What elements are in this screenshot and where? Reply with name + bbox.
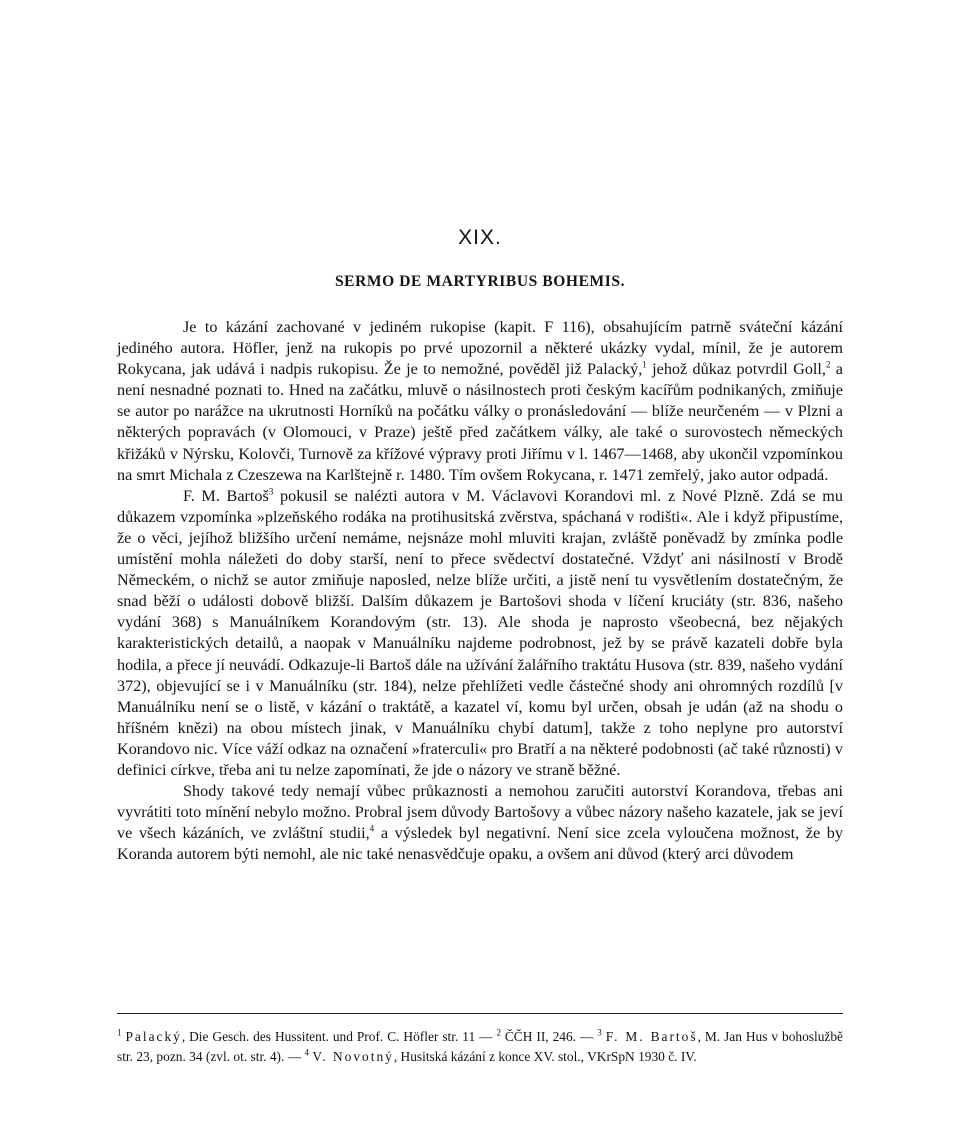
paragraph-3 [117, 781, 843, 865]
paragraph-1-part-a: Je to kázání zachované v jediném rukopise (kapit. F 116), obsahujícím patrně sváteční kázání jediného autora. Höfler, jenž na rukopis po prvé upozornil a některé ukázky vydal, mínil, že je autorem Rokycana, jak udává i nadpis rukopisu. Že je to nemožné, pověděl již Palacký, [117, 318, 843, 379]
footnote-mark-3: 3 [597, 1027, 602, 1038]
footnote-ref-4: 4 [369, 823, 375, 834]
paragraph-1 [117, 317, 843, 486]
chapter-number: XIX. [458, 226, 502, 249]
paragraph-2-part-b: pokusil se nalézti autora v M. Václavovi Korandovi ml. z Nové Plzně. Zdá se mu důkazem vzpomínka »plzeňského rodáka na protihusitská zvěrstva, spáchaná v rodišti«. Ale i když připustíme, že o věci, jejíhož bližšího určení nemáme, nejsnáze mohl mluviti krajan, zvláště poněvadž by zmínka podle umístění mohla náležeti do doby starší, není to přece svědectví dostatečné. Vždyť ani násilností v Brodě Německém, o nichž se autor zmiňuje naposled, nelze blíže určiti, a jistě není tu vysvětlením dostatečným, že snad běží o události dobově bližší. Dalším důkazem je Bartošovi shoda v líčení kruciáty (str. 836, našeho vydání 368) s Manuálníkem Korandovým (str. 13). Ale shoda je naprosto všeobecná, bez nějakých karakteristických detailů, a naopak v Manuálníku najdeme podrobnost, jež by se právě kazateli dobře byla hodila, a přece jí neuvádí. Odkazuje-li Bartoš dále na užívání žalářního traktátu Husova (str. 839, našeho vydání 372), objevující se i v Manuálníku (str. 184), nelze přehlížeti vedle částečné shody ani ohromných rozdílů [v Manuálníku není se o listě, v kázání o traktátě, a kazatel ví, komu byl určen, obsah je udán (až na shodu o hříšném knězi) na obou místech jinak, v Manuálníku chybí datum], takže z toho neplyne pro autorství Korandovo nic. Více váží odkaz na označení »fraterculi« pro Bratří a na některé podobnosti (ač také různosti) v definici církve, třeba ani tu nelze zapomínati, že jde o názory ve straně běžné. [117, 486, 843, 779]
footnote-ref-3: 3 [268, 486, 274, 497]
body-text [117, 317, 843, 865]
footnote-mark-1: 1 [117, 1027, 122, 1038]
footnote-ref-2: 2 [825, 359, 831, 370]
footnote-mark-2: 2 [496, 1027, 501, 1038]
paragraph-1-part-b: jehož důkaz potvrdil Goll, [646, 360, 826, 379]
sermon-title: SERMO DE MARTYRIBUS BOHEMIS. [334, 273, 626, 290]
footnote-2-text: ČČH II, 246. — [500, 1029, 598, 1044]
footnotes [117, 1027, 843, 1066]
paragraph-3-part-b: a výsledek byl negativní. Není sice zcela vyloučena možnost, že by Koranda autorem býti nemohl, ale nic také nenasvědčuje opaku, a ovšem ani důvod (který arci důvodem [117, 824, 843, 864]
footnote-separator [117, 1013, 843, 1014]
paragraph-2 [117, 486, 843, 781]
footnote-1-text: , Die Gesch. des Hussitent. und Prof. C. Höfler str. 11 — [181, 1029, 497, 1044]
footnote-ref-1: 1 [642, 359, 647, 370]
footnote-4-author: V. Novotný [312, 1048, 394, 1064]
paragraph-2-part-a: F. M. Bartoš [183, 486, 269, 505]
footnote-1-author: Palacký [125, 1029, 182, 1044]
footnote-3-author: F. M. Bartoš [605, 1029, 698, 1044]
footnote-block [117, 1027, 843, 1066]
paragraph-3-part-a: Shody takové tedy nemají vůbec průkaznosti a nemohou zaručiti autorství Korandova, třebas ani vyvrátiti toto mínění nebylo možno. Probral jsem důvody Bartošovy a vůbec názory našeho kazatele, jak se jeví ve všech kázáních, ve zvláštní studii, [117, 782, 843, 843]
paragraph-1-part-c: a není nesnadné poznati to. Hned na začátku, mluvě o násilnostech proti českým kacířům podnikaných, zmiňuje se autor po narážce na ukrutnosti Horníků na počátku války o pronásledování — blíže neurčeném — v Plzni a některých popravách (v Olomouci, v Praze) ještě před začátkem války, ale také o surovostech německých křižáků v Nýrsku, Kolovči, Turnově za křížové výpravy proti Jiřímu v l. 1467—1468, aby ukončil vzpomínkou na smrt Michala z Czeszewa na Karlštejně r. 1480. Tím ovšem Rokycana, r. 1471 zemřelý, jako autor odpadá. [117, 360, 843, 484]
footnote-mark-4: 4 [304, 1047, 309, 1058]
footnote-4-text: , Husitská kázání z konce XV. stol., VKrSpN 1930 č. IV. [393, 1048, 697, 1064]
footnote-3-text: , M. Jan Hus v bohoslužbě str. 23, pozn. 34 (zvl. ot. str. 4). — [117, 1029, 843, 1064]
